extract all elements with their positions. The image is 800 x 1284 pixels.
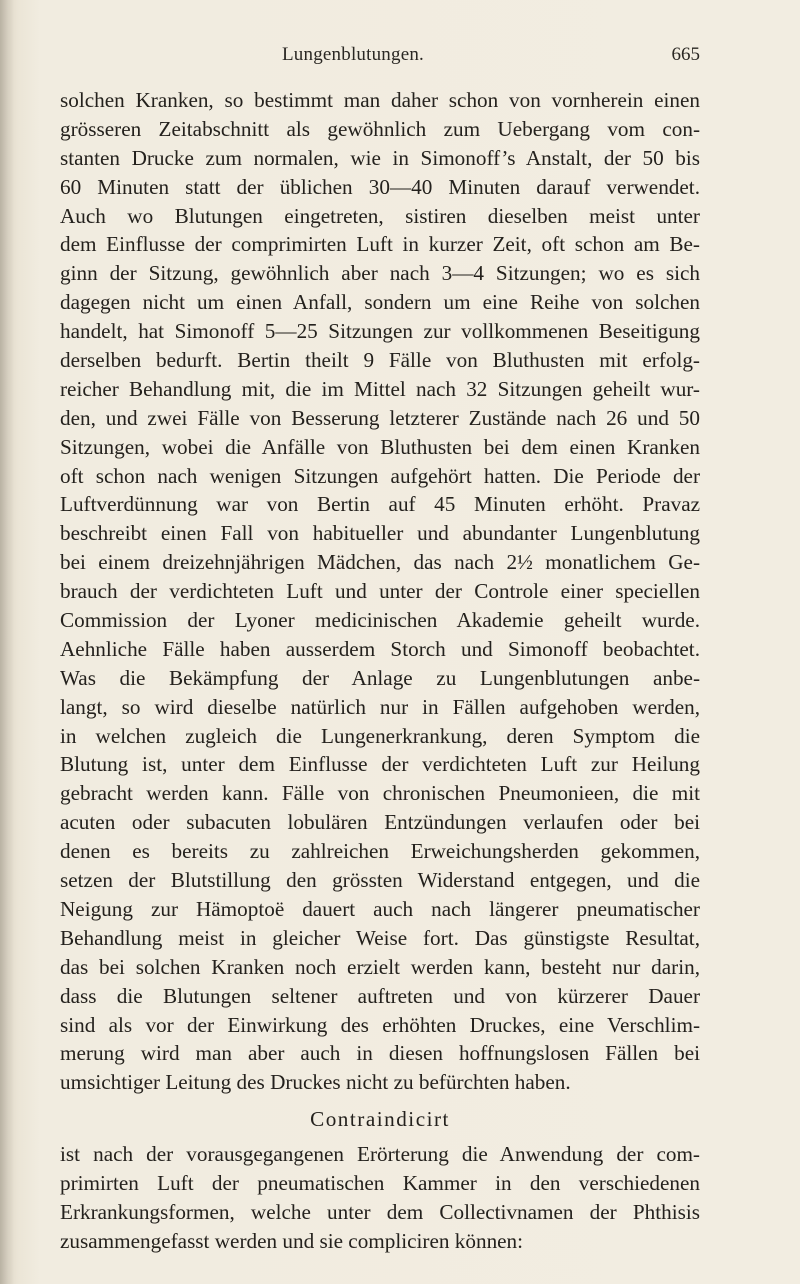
page-header: [60, 44, 700, 74]
text-line: primirten Luft der pneumatischen Kammer in den verschiedenen: [60, 1170, 700, 1195]
text-line: ginn der Sitzung, gewöhnlich aber nach 3—4 Sitzungen; wo es sich: [60, 261, 700, 286]
text-line: bei einem dreizehnjährigen Mädchen, das nach 2½ monatlichem Ge-: [60, 550, 700, 575]
text-line: Neigung zur Hämoptoë dauert auch nach längerer pneumatischer: [60, 896, 700, 921]
text-line: handelt, hat Simonoff 5—25 Sitzungen zur vollkommenen Beseitigung: [60, 319, 700, 344]
text-line: Commission der Lyoner medicinischen Akademie geheilt wurde.: [60, 608, 700, 633]
text-line: dagegen nicht um einen Anfall, sondern um eine Reihe von solchen: [60, 290, 700, 315]
text-line: acuten oder subacuten lobulären Entzündungen verlaufen oder bei: [60, 810, 700, 835]
text-line: Aehnliche Fälle haben ausserdem Storch und Simonoff beobachtet.: [60, 636, 700, 661]
text-line: sind als vor der Einwirkung des erhöhten Druckes, eine Verschlim-: [60, 1012, 700, 1037]
body-text: [60, 86, 700, 1256]
text-line: langt, so wird dieselbe natürlich nur in Fällen aufgehoben werden,: [60, 694, 700, 719]
text-line: gebracht werden kann. Fälle von chronischen Pneumonieen, die mit: [60, 781, 700, 806]
section-heading: Contraindicirt: [310, 1107, 450, 1132]
text-line: Blutung ist, unter dem Einflusse der verdichteten Luft zur Heilung: [60, 752, 700, 777]
text-line: denen es bereits zu zahlreichen Erweichungsherden gekommen,: [60, 839, 700, 864]
text-line: umsichtiger Leitung des Druckes nicht zu befürchten haben.: [60, 1070, 571, 1095]
text-line: solchen Kranken, so bestimmt man daher schon von vornherein einen: [60, 88, 700, 112]
text-line: zusammengefasst werden und sie compliciren können:: [60, 1228, 524, 1253]
text-line: ist nach der vorausgegangenen Erörterung die Anwendung der com-: [60, 1142, 700, 1167]
text-line: Auch wo Blutungen eingetreten, sistiren dieselben meist unter: [60, 203, 700, 228]
text-line: Luftverdünnung war von Bertin auf 45 Minuten erhöht. Pravaz: [60, 492, 700, 517]
text-line: Sitzungen, wobei die Anfälle von Bluthusten bei dem einen Kranken: [60, 434, 700, 459]
binding-shadow: [0, 0, 14, 1284]
text-line: brauch der verdichteten Luft und unter der Controle einer speciellen: [60, 579, 700, 604]
running-title: Lungenblutungen.: [282, 44, 424, 65]
text-line: dem Einflusse der comprimirten Luft in kurzer Zeit, oft schon am Be-: [60, 232, 700, 257]
page-number: 665: [671, 44, 700, 65]
text-line: in welchen zugleich die Lungenerkrankung, deren Symptom die: [60, 723, 700, 748]
text-line: grösseren Zeitabschnitt als gewöhnlich zum Uebergang vom con-: [60, 116, 700, 141]
text-line: 60 Minuten statt der üblichen 30—40 Minuten darauf verwendet.: [60, 174, 700, 199]
text-line: derselben bedurft. Bertin theilt 9 Fälle von Bluthusten mit erfolg-: [60, 348, 700, 373]
text-line: oft schon nach wenigen Sitzungen aufgehört hatten. Die Periode der: [60, 463, 700, 488]
text-line: den, und zwei Fälle von Besserung letzterer Zustände nach 26 und 50: [60, 405, 700, 430]
text-line: beschreibt einen Fall von habitueller und abundanter Lungenblutung: [60, 521, 700, 546]
text-line: Behandlung meist in gleicher Weise fort. Das günstigste Resultat,: [60, 925, 700, 950]
text-line: dass die Blutungen seltener auftreten und von kürzerer Dauer: [60, 983, 700, 1008]
text-line: das bei solchen Kranken noch erzielt werden kann, besteht nur darin,: [60, 954, 700, 979]
text-line: setzen der Blutstillung den grössten Widerstand entgegen, und die: [60, 868, 700, 893]
text-line: stanten Drucke zum normalen, wie in Simonoff’s Anstalt, der 50 bis: [60, 145, 700, 170]
text-line: reicher Behandlung mit, die im Mittel nach 32 Sitzungen geheilt wur-: [60, 376, 700, 401]
text-line: Was die Bekämpfung der Anlage zu Lungenblutungen anbe-: [60, 665, 700, 690]
text-line: merung wird man aber auch in diesen hoffnungslosen Fällen bei: [60, 1041, 700, 1066]
text-line: Erkrankungsformen, welche unter dem Collectivnamen der Phthisis: [60, 1199, 700, 1224]
